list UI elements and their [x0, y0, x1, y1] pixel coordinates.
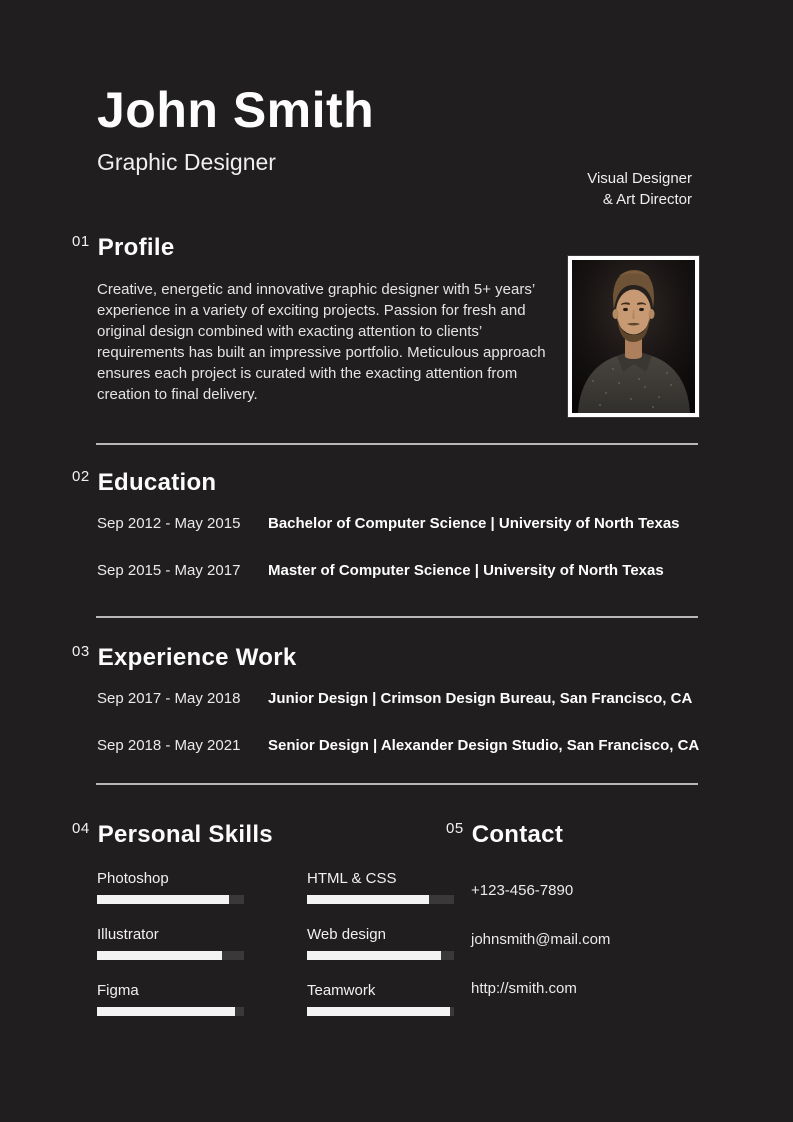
contact-phone: +123-456-7890	[471, 881, 574, 899]
skill-bar-fill	[97, 895, 229, 904]
experience-description: Senior Design | Alexander Design Studio, San Francisco, CA	[268, 736, 700, 754]
skill-item	[97, 870, 244, 904]
skill-name: Illustrator	[97, 925, 159, 943]
divider	[96, 443, 698, 445]
section-number: 02	[72, 467, 90, 485]
section-education	[0, 469, 793, 579]
education-dates: Sep 2015 - May 2017	[97, 561, 241, 579]
skill-bar	[97, 895, 244, 904]
skill-item	[97, 982, 244, 1016]
profile-text: Creative, energetic and innovative graphic designer with 5+ years’ experience in a variety of exciting projects. Passion for fresh and original design combined with exacting attention to clients’ requirements has built an impressive portfolio. Meticulous approach ensures each project is curated with the exacting attention from creation to final delivery.	[97, 280, 546, 403]
skill-bar	[97, 951, 244, 960]
person-name: John Smith	[97, 82, 375, 138]
skill-name: Web design	[307, 925, 386, 943]
section-number: 04	[72, 819, 90, 837]
skills-grid	[97, 870, 446, 1038]
bottom-section	[0, 821, 793, 1038]
skill-bar	[307, 951, 454, 960]
skills-column-2	[307, 870, 454, 1038]
education-description: Bachelor of Computer Science | University of North Texas	[268, 514, 680, 532]
skill-bar	[97, 1007, 244, 1016]
skills-column-1	[97, 870, 244, 1038]
skill-item	[97, 926, 244, 960]
experience-dates: Sep 2017 - May 2018	[97, 689, 241, 707]
section-title: Personal Skills	[97, 820, 273, 848]
divider	[96, 783, 698, 785]
education-dates: Sep 2012 - May 2015	[97, 514, 241, 532]
education-rows	[97, 516, 793, 579]
section-number: 03	[72, 642, 90, 660]
skill-bar	[307, 1007, 454, 1016]
divider	[96, 616, 698, 618]
contact-heading	[446, 821, 793, 849]
contact-website: http://smith.com	[471, 979, 577, 997]
experience-description: Junior Design | Crimson Design Bureau, San Francisco, CA	[268, 689, 693, 707]
education-row	[97, 563, 793, 579]
skill-bar	[307, 895, 454, 904]
section-title: Education	[97, 468, 217, 496]
skill-name: Teamwork	[307, 981, 376, 999]
education-heading	[72, 469, 793, 497]
experience-dates: Sep 2018 - May 2021	[97, 736, 241, 754]
tagline-line-1: Visual Designer	[587, 170, 692, 187]
skill-item	[307, 926, 454, 960]
section-title: Experience Work	[97, 643, 297, 671]
contact-email: johnsmith@mail.com	[471, 930, 611, 948]
tagline	[587, 168, 692, 210]
person-job-title: Graphic Designer	[97, 148, 276, 175]
contact-list	[471, 882, 793, 997]
portrait-illustration	[572, 260, 695, 413]
skill-item	[307, 870, 454, 904]
experience-rows	[97, 691, 793, 754]
skill-item	[307, 982, 454, 1016]
skill-bar-fill	[307, 951, 441, 960]
skill-bar-fill	[97, 1007, 235, 1016]
section-experience	[0, 644, 793, 754]
section-title: Contact	[471, 820, 564, 848]
header	[0, 0, 793, 176]
section-title: Profile	[97, 233, 175, 261]
section-contact	[446, 821, 793, 1038]
skill-bar-fill	[97, 951, 222, 960]
skill-name: HTML & CSS	[307, 869, 397, 887]
section-personal-skills	[0, 821, 446, 1038]
section-number: 01	[72, 232, 90, 250]
experience-heading	[72, 644, 793, 672]
experience-row	[97, 738, 793, 754]
education-description: Master of Computer Science | University of North Texas	[268, 561, 664, 579]
skill-bar-fill	[307, 895, 429, 904]
experience-row	[97, 691, 793, 707]
skill-name: Figma	[97, 981, 139, 999]
skill-name: Photoshop	[97, 869, 169, 887]
skills-heading	[72, 821, 446, 849]
portrait-photo	[567, 255, 700, 418]
section-number: 05	[446, 819, 464, 837]
tagline-line-2: & Art Director	[602, 191, 692, 208]
education-row	[97, 516, 793, 532]
skill-bar-fill	[307, 1007, 450, 1016]
